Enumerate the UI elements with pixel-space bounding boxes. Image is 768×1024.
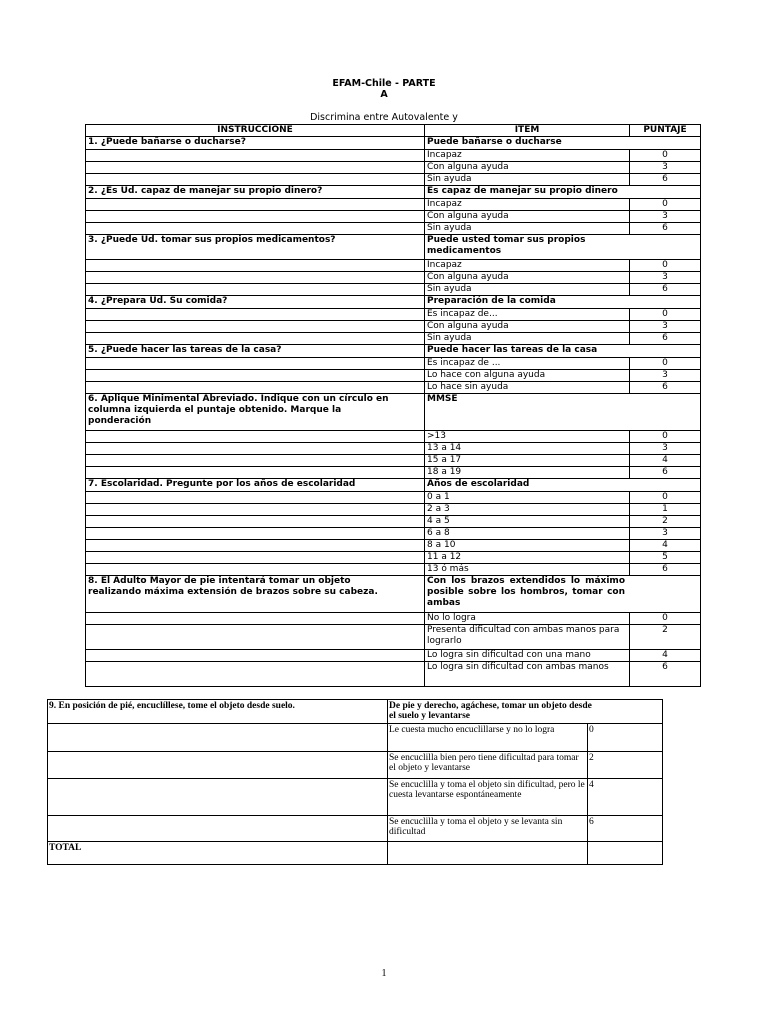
document-subtitle: Discrimina entre Autovalente y xyxy=(310,112,458,123)
option-score: 3 xyxy=(630,162,701,174)
option-row xyxy=(86,564,701,576)
option-label: Incapaz xyxy=(425,199,630,211)
question-text: 2. ¿Es Ud. capaz de manejar su propio dinero? xyxy=(86,186,425,199)
answer-cell[interactable] xyxy=(86,467,425,479)
option-row xyxy=(86,516,701,528)
option-row xyxy=(86,467,701,479)
answer-cell[interactable] xyxy=(86,613,425,625)
header-instruccione: INSTRUCCIONE xyxy=(86,125,425,137)
question-text: 4. ¿Prepara Ud. Su comida? xyxy=(86,296,425,309)
option-label: Se encuclilla bien pero tiene dificultad para tomar el objeto y levantarse xyxy=(388,752,588,779)
question-row xyxy=(48,700,663,724)
item-title: De pie y derecho, agáchese, tomar un objeto desde el suelo y levantarse xyxy=(388,700,663,724)
option-row xyxy=(86,650,701,662)
option-score: 5 xyxy=(630,552,701,564)
answer-cell[interactable] xyxy=(86,370,425,382)
answer-cell[interactable] xyxy=(86,174,425,186)
option-score: 0 xyxy=(630,492,701,504)
option-label: Es incapaz de ... xyxy=(425,358,630,370)
option-score: 0 xyxy=(630,309,701,321)
option-score: 4 xyxy=(630,650,701,662)
option-row xyxy=(86,662,701,687)
answer-cell[interactable] xyxy=(86,223,425,235)
title-line-1: EFAM-Chile - PARTE xyxy=(332,78,436,89)
answer-cell[interactable] xyxy=(86,528,425,540)
question-row xyxy=(86,296,701,309)
option-label: 13 ó más xyxy=(425,564,630,576)
option-label: 0 a 1 xyxy=(425,492,630,504)
total-label: TOTAL xyxy=(48,842,388,865)
answer-cell[interactable] xyxy=(86,662,425,687)
option-row xyxy=(86,321,701,333)
option-row xyxy=(86,370,701,382)
item-title: Es capaz de manejar su propio dinero xyxy=(425,186,701,199)
option-score: 3 xyxy=(630,528,701,540)
option-row xyxy=(48,816,663,842)
item-title: Puede bañarse o ducharse xyxy=(425,137,701,150)
option-score: 3 xyxy=(630,321,701,333)
option-label: 15 a 17 xyxy=(425,455,630,467)
option-row xyxy=(86,358,701,370)
option-row xyxy=(86,260,701,272)
question-text: 1. ¿Puede bañarse o ducharse? xyxy=(86,137,425,150)
option-row xyxy=(86,455,701,467)
option-label: 11 a 12 xyxy=(425,552,630,564)
option-label: Lo logra sin dificultad con ambas manos xyxy=(425,662,630,687)
option-row xyxy=(86,272,701,284)
option-score: 3 xyxy=(630,443,701,455)
item-title: Con los brazos extendidos lo máximo posible sobre los hombros, tomar con ambas xyxy=(425,576,701,613)
answer-cell[interactable] xyxy=(86,504,425,516)
option-row xyxy=(48,779,663,816)
answer-cell[interactable] xyxy=(86,211,425,223)
option-row xyxy=(86,211,701,223)
option-score: 6 xyxy=(630,564,701,576)
question-text: 6. Aplique Minimental Abreviado. Indique con un círculo en columna izquierda el puntaje obtenido. Marque la ponderación xyxy=(86,394,425,431)
option-score: 4 xyxy=(630,455,701,467)
option-label: Presenta dificultad con ambas manos para lograrlo xyxy=(425,625,630,650)
option-score: 2 xyxy=(630,516,701,528)
option-score: 6 xyxy=(630,333,701,345)
option-row xyxy=(86,223,701,235)
option-label: 13 a 14 xyxy=(425,443,630,455)
option-row xyxy=(86,443,701,455)
question-row xyxy=(86,137,701,150)
option-score: 1 xyxy=(630,504,701,516)
answer-cell[interactable] xyxy=(86,358,425,370)
option-label: Sin ayuda xyxy=(425,333,630,345)
answer-cell[interactable] xyxy=(86,284,425,296)
option-label: Incapaz xyxy=(425,260,630,272)
answer-cell[interactable] xyxy=(86,443,425,455)
option-label: Sin ayuda xyxy=(425,223,630,235)
option-row xyxy=(86,333,701,345)
option-label: 4 a 5 xyxy=(425,516,630,528)
option-score: 0 xyxy=(630,260,701,272)
answer-cell[interactable] xyxy=(86,309,425,321)
option-score: 0 xyxy=(630,199,701,211)
answer-cell[interactable] xyxy=(86,625,425,650)
question-row xyxy=(86,576,701,613)
option-label: Sin ayuda xyxy=(425,284,630,296)
option-score: 2 xyxy=(588,752,663,779)
option-label: Es incapaz de... xyxy=(425,309,630,321)
option-row xyxy=(86,613,701,625)
option-label: Lo hace sin ayuda xyxy=(425,382,630,394)
answer-cell[interactable] xyxy=(86,333,425,345)
option-label: 6 a 8 xyxy=(425,528,630,540)
option-score: 6 xyxy=(630,467,701,479)
question-text: 3. ¿Puede Ud. tomar sus propios medicamentos? xyxy=(86,235,425,260)
answer-cell[interactable] xyxy=(86,540,425,552)
efam-part-a-table xyxy=(85,124,701,687)
option-score: 6 xyxy=(588,816,663,842)
answer-cell[interactable] xyxy=(86,516,425,528)
option-row xyxy=(86,174,701,186)
item-title: Años de escolaridad xyxy=(425,479,701,492)
answer-cell[interactable] xyxy=(86,260,425,272)
option-score: 0 xyxy=(630,358,701,370)
answer-cell[interactable] xyxy=(86,650,425,662)
option-label: 18 a 19 xyxy=(425,467,630,479)
option-label: 8 a 10 xyxy=(425,540,630,552)
option-score: 6 xyxy=(630,174,701,186)
option-score: 4 xyxy=(588,779,663,816)
document-title xyxy=(0,78,768,100)
answer-cell[interactable] xyxy=(86,150,425,162)
option-score: 4 xyxy=(630,540,701,552)
option-label: Con alguna ayuda xyxy=(425,211,630,223)
option-score: 6 xyxy=(630,284,701,296)
option-row xyxy=(86,552,701,564)
option-row xyxy=(86,625,701,650)
option-score: 0 xyxy=(630,150,701,162)
option-label: Le cuesta mucho encuclillarse y no lo logra xyxy=(388,724,588,752)
option-score: 3 xyxy=(630,272,701,284)
item-title: MMSE xyxy=(425,394,701,431)
option-label: Sin ayuda xyxy=(425,174,630,186)
answer-cell[interactable] xyxy=(48,779,388,816)
answer-cell[interactable] xyxy=(86,564,425,576)
answer-cell[interactable] xyxy=(86,552,425,564)
item-title: Puede hacer las tareas de la casa xyxy=(425,345,701,358)
option-row xyxy=(86,540,701,552)
title-line-2: A xyxy=(380,89,388,100)
question-row xyxy=(86,235,701,260)
option-label: Con alguna ayuda xyxy=(425,162,630,174)
option-label: >13 xyxy=(425,431,630,443)
page-number: 1 xyxy=(381,968,387,979)
option-label: Se encuclilla y toma el objeto y se levanta sin dificultad xyxy=(388,816,588,842)
answer-cell[interactable] xyxy=(86,431,425,443)
answer-cell[interactable] xyxy=(48,816,388,842)
option-row xyxy=(48,724,663,752)
option-row xyxy=(86,150,701,162)
option-label: Lo hace con alguna ayuda xyxy=(425,370,630,382)
option-score: 0 xyxy=(588,724,663,752)
option-score: 6 xyxy=(630,382,701,394)
option-row xyxy=(86,162,701,174)
question-row xyxy=(86,345,701,358)
option-score: 3 xyxy=(630,370,701,382)
option-label: 2 a 3 xyxy=(425,504,630,516)
option-row xyxy=(48,752,663,779)
answer-cell[interactable] xyxy=(48,724,388,752)
question-text: 5. ¿Puede hacer las tareas de la casa? xyxy=(86,345,425,358)
question-row xyxy=(86,479,701,492)
option-label: Con alguna ayuda xyxy=(425,272,630,284)
option-row xyxy=(86,431,701,443)
option-label: Lo logra sin dificultad con una mano xyxy=(425,650,630,662)
option-row xyxy=(86,382,701,394)
answer-cell[interactable] xyxy=(48,752,388,779)
option-row xyxy=(86,492,701,504)
option-row xyxy=(86,284,701,296)
option-score: 6 xyxy=(630,662,701,687)
question-row xyxy=(86,394,701,431)
answer-cell[interactable] xyxy=(86,162,425,174)
answer-cell[interactable] xyxy=(86,199,425,211)
header-item: ITEM xyxy=(425,125,630,137)
question-text: 7. Escolaridad. Pregunte por los años de escolaridad xyxy=(86,479,425,492)
question-text: 9. En posición de pié, encuclíllese, tome el objeto desde suelo. xyxy=(48,700,388,724)
answer-cell[interactable] xyxy=(86,321,425,333)
option-score: 6 xyxy=(630,223,701,235)
option-row xyxy=(86,309,701,321)
option-label: Con alguna ayuda xyxy=(425,321,630,333)
answer-cell[interactable] xyxy=(86,455,425,467)
total-row xyxy=(48,842,663,865)
answer-cell[interactable] xyxy=(86,382,425,394)
total-score-cell[interactable] xyxy=(588,842,663,865)
table-header-row xyxy=(86,125,701,137)
answer-cell[interactable] xyxy=(86,272,425,284)
option-score: 3 xyxy=(630,211,701,223)
option-label: Se encuclilla y toma el objeto sin dificultad, pero le cuesta levantarse espontáneamente xyxy=(388,779,588,816)
option-row xyxy=(86,504,701,516)
option-score: 0 xyxy=(630,613,701,625)
question-text: 8. El Adulto Mayor de pie intentará tomar un objeto realizando máxima extensión de brazos sobre su cabeza. xyxy=(86,576,425,613)
option-score: 2 xyxy=(630,625,701,650)
total-blank xyxy=(388,842,588,865)
option-score: 0 xyxy=(630,431,701,443)
option-label: No lo logra xyxy=(425,613,630,625)
answer-cell[interactable] xyxy=(86,492,425,504)
efam-question-9-table xyxy=(47,699,663,865)
header-puntaje: PUNTAJE xyxy=(630,125,701,137)
option-label: Incapaz xyxy=(425,150,630,162)
item-title: Puede usted tomar sus propios medicamentos xyxy=(425,235,701,260)
question-row xyxy=(86,186,701,199)
item-title: Preparación de la comida xyxy=(425,296,701,309)
option-row xyxy=(86,528,701,540)
option-row xyxy=(86,199,701,211)
